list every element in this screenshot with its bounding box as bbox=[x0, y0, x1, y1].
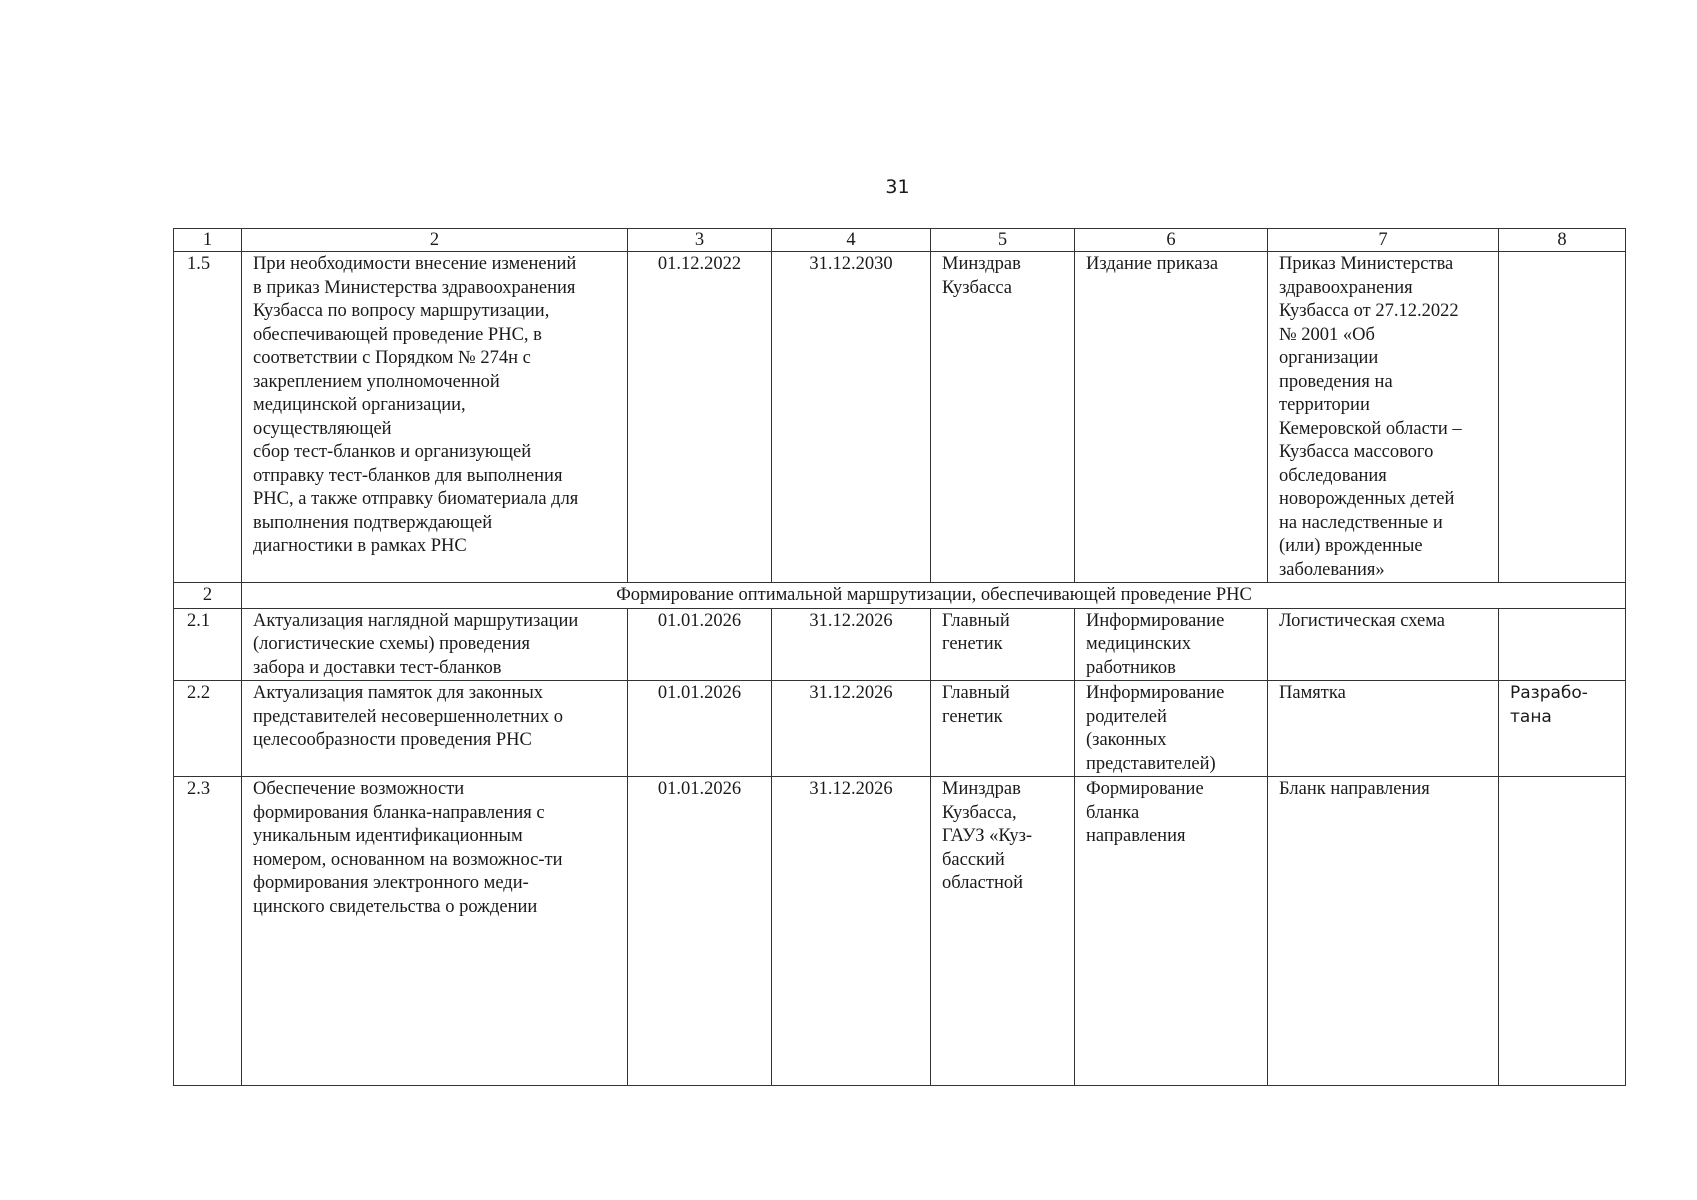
row-number: 2.1 bbox=[174, 608, 242, 681]
start-date: 01.01.2026 bbox=[628, 777, 772, 1086]
header-cell: 3 bbox=[628, 229, 772, 252]
table-row bbox=[174, 252, 1626, 583]
note-cell bbox=[1499, 252, 1626, 583]
responsible-cell: Главный генетик bbox=[931, 608, 1075, 681]
start-date: 01.12.2022 bbox=[628, 252, 772, 583]
header-cell: 7 bbox=[1268, 229, 1499, 252]
note-cell: Разрабо- тана bbox=[1499, 681, 1626, 777]
event-cell: Обеспечение возможности формирования бланка-направления с уникальным идентификационным номером, основанном на возможнос-ти формирования электронного меди- цинского свидетельства о рождении bbox=[242, 777, 628, 1086]
table-header-row bbox=[174, 229, 1626, 252]
document-cell: Приказ Министерства здравоохранения Кузбасса от 27.12.2022 № 2001 «Об организации проведения на территории Кемеровской области – Кузбасса массового обследования новорожденных детей на наследственные и (или) врожденные заболевания» bbox=[1268, 252, 1499, 583]
section-title: Формирование оптимальной маршрутизации, обеспечивающей проведение РНС bbox=[242, 583, 1626, 609]
event-cell: Актуализация памяток для законных представителей несовершеннолетних о целесообразности проведения РНС bbox=[242, 681, 628, 777]
header-cell: 5 bbox=[931, 229, 1075, 252]
end-date: 31.12.2030 bbox=[772, 252, 931, 583]
plan-table bbox=[173, 228, 1626, 1086]
table-row bbox=[174, 681, 1626, 777]
note-cell bbox=[1499, 777, 1626, 1086]
header-cell: 4 bbox=[772, 229, 931, 252]
end-date: 31.12.2026 bbox=[772, 777, 931, 1086]
section-row bbox=[174, 583, 1626, 609]
end-date: 31.12.2026 bbox=[772, 608, 931, 681]
result-cell: Формирование бланка направления bbox=[1075, 777, 1268, 1086]
result-cell: Информирование родителей (законных представителей) bbox=[1075, 681, 1268, 777]
document-cell: Логистическая схема bbox=[1268, 608, 1499, 681]
start-date: 01.01.2026 bbox=[628, 608, 772, 681]
header-cell: 6 bbox=[1075, 229, 1268, 252]
responsible-cell: Минздрав Кузбасса bbox=[931, 252, 1075, 583]
table-row bbox=[174, 608, 1626, 681]
header-cell: 2 bbox=[242, 229, 628, 252]
document-cell: Бланк направления bbox=[1268, 777, 1499, 1086]
section-number: 2 bbox=[174, 583, 242, 609]
note-cell bbox=[1499, 608, 1626, 681]
end-date: 31.12.2026 bbox=[772, 681, 931, 777]
document-cell: Памятка bbox=[1268, 681, 1499, 777]
table-row bbox=[174, 777, 1626, 1086]
row-number: 1.5 bbox=[174, 252, 242, 583]
responsible-cell: Минздрав Кузбасса, ГАУЗ «Куз- басский областной bbox=[931, 777, 1075, 1086]
event-cell: Актуализация наглядной маршрутизации (логистические схемы) проведения забора и доставки тест-бланков bbox=[242, 608, 628, 681]
header-cell: 8 bbox=[1499, 229, 1626, 252]
header-cell: 1 bbox=[174, 229, 242, 252]
row-number: 2.2 bbox=[174, 681, 242, 777]
result-cell: Информирование медицинских работников bbox=[1075, 608, 1268, 681]
result-cell: Издание приказа bbox=[1075, 252, 1268, 583]
start-date: 01.01.2026 bbox=[628, 681, 772, 777]
row-number: 2.3 bbox=[174, 777, 242, 1086]
responsible-cell: Главный генетик bbox=[931, 681, 1075, 777]
event-cell: При необходимости внесение изменений в приказ Министерства здравоохранения Кузбасса по вопросу маршрутизации, обеспечивающей проведение РНС, в соответствии с Порядком № 274н с закреплением уполномоченной медицинской организации, осуществляющей сбор тест-бланков и организующей отправку тест-бланков для выполнения РНС, а также отправку биоматериала для выполнения подтверждающей диагностики в рамках РНС bbox=[242, 252, 628, 583]
page-number: 31 bbox=[885, 176, 910, 198]
